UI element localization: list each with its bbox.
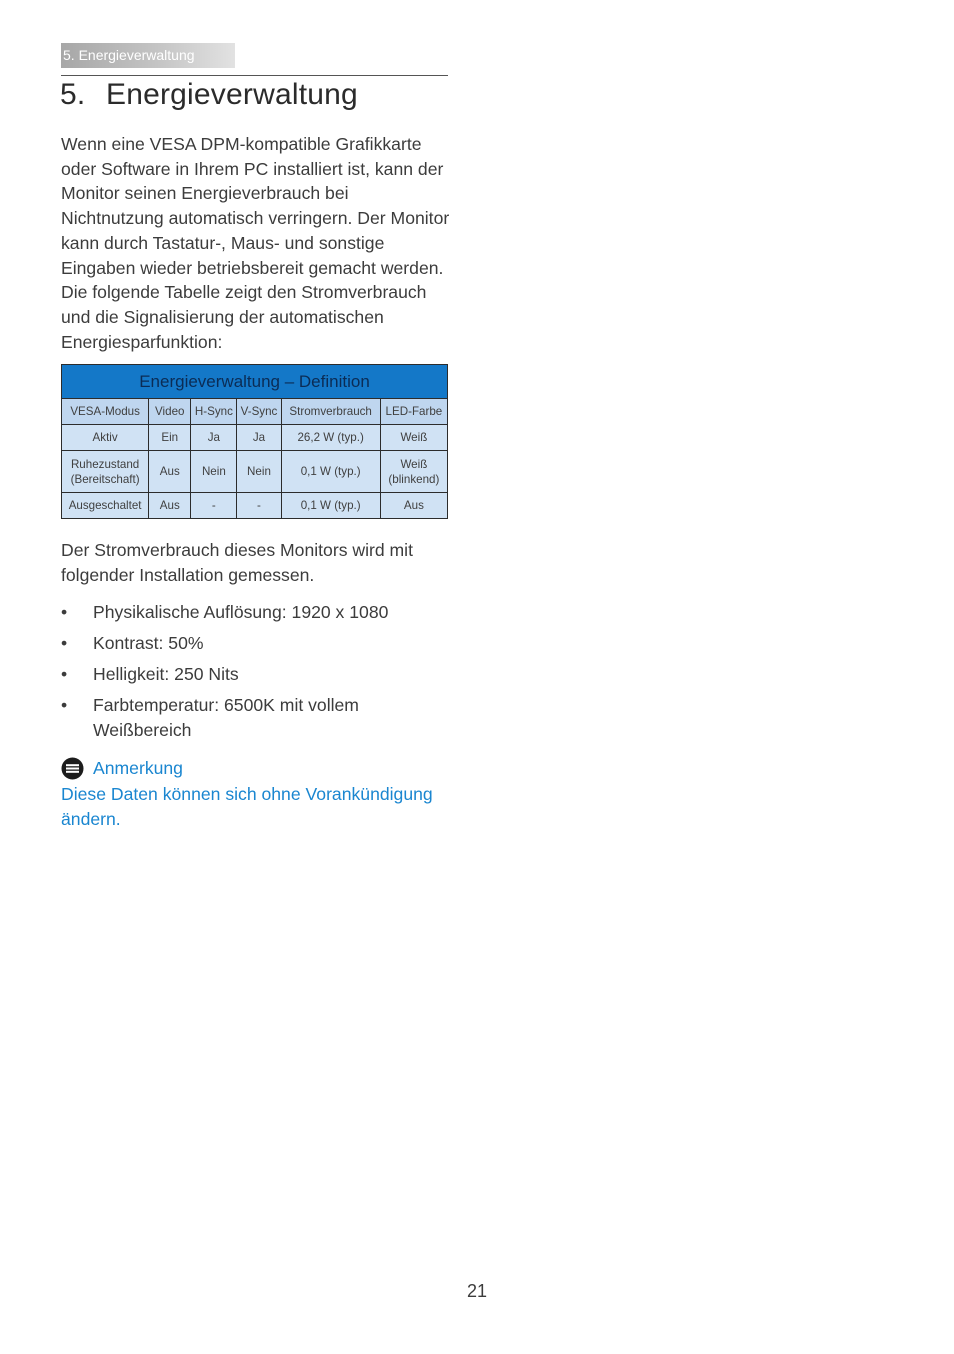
table-row: [62, 425, 448, 451]
table-cell: 0,1 W (typ.): [281, 451, 380, 493]
note-label: Anmerkung: [93, 757, 183, 778]
table-row: [62, 451, 448, 493]
measurement-paragraph: Der Stromverbrauch dieses Monitors wird mit folgender Installation gemessen.: [61, 540, 413, 585]
table-cell: Nein: [191, 451, 237, 493]
bullet: •: [61, 633, 68, 653]
table-cell: Weiß (blinkend): [380, 451, 447, 493]
table-cell: -: [191, 493, 237, 519]
list-item: [61, 693, 451, 742]
table-header-row: [62, 399, 448, 425]
page-title-number: 5.: [60, 78, 86, 111]
table-cell: Aus: [149, 493, 191, 519]
note-heading: [61, 756, 183, 780]
intro-paragraph: Wenn eine VESA DPM-kompatible Grafikkarte oder Software in Ihrem PC installiert ist, kann der Monitor seinen Energieverbrauch bei Nichtnutzung automatisch verringern. Der Monitor kann durch Tastatur-, Maus- und sonstige Eingaben wieder betriebsbereit gemacht werden. Die folgende Tabelle zeigt den Stromverbrauch und die Signalisierung der automatischen Energiesparfunktion:: [61, 134, 450, 352]
table-title: Energieverwaltung – Definition: [62, 365, 448, 399]
table-cell: Ein: [149, 425, 191, 451]
table-row: [62, 493, 448, 519]
table-cell: Ja: [237, 425, 281, 451]
list-item-text: Farbtemperatur: 6500K mit vollem Weißbereich: [93, 695, 359, 740]
table-cell: Nein: [237, 451, 281, 493]
table-cell: Ja: [191, 425, 237, 451]
list-item-text: Kontrast: 50%: [93, 633, 204, 653]
table-title-row: [62, 365, 448, 399]
table-cell: Ruhezustand (Bereitschaft): [62, 451, 149, 493]
page-number: 21: [467, 1281, 488, 1301]
measurement-spec-list: [61, 600, 451, 749]
column-header: H-Sync: [191, 399, 237, 425]
header-divider: [61, 75, 448, 76]
column-header: LED-Farbe: [380, 399, 447, 425]
page-title: [60, 78, 358, 112]
table-cell: Weiß: [380, 425, 447, 451]
column-header: Video: [149, 399, 191, 425]
bullet: •: [61, 664, 68, 684]
note-icon: [61, 757, 84, 780]
list-item: [61, 662, 451, 687]
column-header: VESA-Modus: [62, 399, 149, 425]
table-cell: Aktiv: [62, 425, 149, 451]
bullet: •: [61, 602, 68, 622]
column-header: Stromverbrauch: [281, 399, 380, 425]
section-tab: 5. Energieverwaltung: [61, 43, 235, 68]
list-item: [61, 631, 451, 656]
list-item-text: Helligkeit: 250 Nits: [93, 664, 239, 684]
list-item: [61, 600, 451, 625]
list-item-text: Physikalische Auflösung: 1920 x 1080: [93, 602, 389, 622]
note-text: Diese Daten können sich ohne Vorankündigung ändern.: [61, 784, 433, 829]
table-cell: 0,1 W (typ.): [281, 493, 380, 519]
table-cell: Ausgeschaltet: [62, 493, 149, 519]
bullet: •: [61, 695, 68, 715]
power-management-table: [61, 364, 448, 519]
table-cell: 26,2 W (typ.): [281, 425, 380, 451]
column-header: V-Sync: [237, 399, 281, 425]
table-cell: Aus: [380, 493, 447, 519]
table-cell: Aus: [149, 451, 191, 493]
table-cell: -: [237, 493, 281, 519]
page-title-text: Energieverwaltung: [106, 78, 358, 111]
